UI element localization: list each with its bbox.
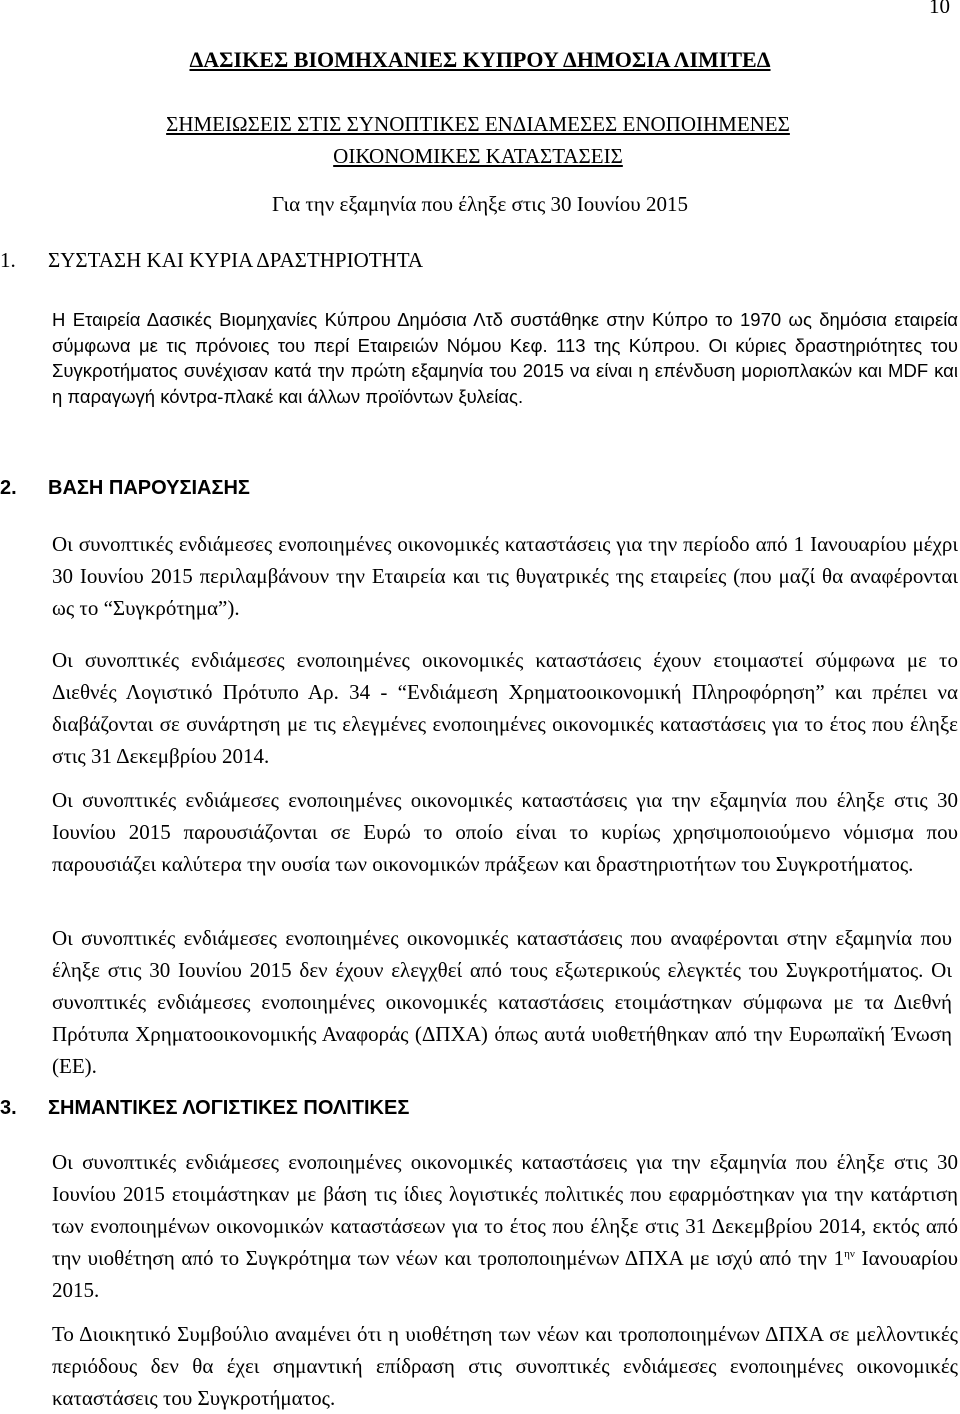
section-2-title: ΒΑΣΗ ΠΑΡΟΥΣΙΑΣΗΣ — [48, 477, 250, 499]
section-2-heading — [0, 477, 250, 500]
reporting-period: Για την εξαμηνία που έληξε στις 30 Ιουνίου 2015 — [272, 192, 688, 216]
section-3-paragraph-1 — [52, 1146, 958, 1306]
page-number: 10 — [929, 0, 950, 18]
section-2-paragraph-1: Οι συνοπτικές ενδιάμεσες ενοποιημένες οικονομικές καταστάσεις για την περίοδο από 1 Ιανουαρίου μέχρι 30 Ιουνίου 2015 περιλαμβάνουν την Εταιρεία και τις θυγατρικές της εταιρείες (που μαζί θα αναφέρονται ως το “Συγκρότημα”). — [52, 532, 958, 620]
section-1-title: ΣΥΣΤΑΣΗ ΚΑΙ ΚΥΡΙΑ ΔΡΑΣΤΗΡΙΟΤΗΤΑ — [48, 248, 424, 272]
section-1-paragraph-1: Η Εταιρεία Δασικές Βιομηχανίες Κύπρου Δημόσια Λτδ συστάθηκε στην Κύπρο το 1970 ως δημόσια εταιρεία σύμφωνα με τις πρόνοιες του περί Εταιρειών Νόμου Κεφ. 113 της Κύπρου. Οι κύριες δραστηριότητες του Συγκροτήματος συνέχισαν κατά την πρώτη εξαμηνία του 2015 να είναι η επένδυση μοριοπλακών και MDF και η παραγωγή κόντρα-πλακέ και άλλων προϊόντων ξυλείας. — [52, 309, 958, 408]
section-1-number: 1. — [0, 248, 16, 272]
section-2-number: 2. — [0, 477, 17, 499]
section-3-title: ΣΗΜΑΝΤΙΚΕΣ ΛΟΓΙΣΤΙΚΕΣ ΠΟΛΙΤΙΚΕΣ — [48, 1097, 410, 1119]
section-2-paragraph-2: Οι συνοπτικές ενδιάμεσες ενοποιημένες οικονομικές καταστάσεις έχουν ετοιμαστεί σύμφωνα με το Διεθνές Λογιστικό Πρότυπο Αρ. 34 - “Ενδιάμεση Χρηματοοικονομική Πληροφόρηση” και πρέπει να διαβάζονται σε συνάρτηση με τις ελεγμένες ενοποιημένες οικονομικές καταστάσεις για το έτος που έληξε στις 31 Δεκεμβρίου 2014. — [52, 648, 958, 768]
section-3-number: 3. — [0, 1097, 17, 1119]
company-name: ΔΑΣΙΚΕΣ ΒΙΟΜΗΧΑΝΙΕΣ ΚΥΠΡΟΥ ΔΗΜΟΣΙΑ ΛΙΜΙΤΕΔ — [189, 47, 771, 72]
section-1-heading — [0, 248, 423, 273]
section-3-heading — [0, 1097, 409, 1120]
section-2-paragraph-4: Οι συνοπτικές ενδιάμεσες ενοποιημένες οικονομικές καταστάσεις που αναφέρονται στην εξαμηνία που έληξε στις 30 Ιουνίου 2015 δεν έχουν ελεγχθεί από τους εξωτερικούς ελεγκτές του Συγκροτήματος. Οι συνοπτικές ενδιάμεσες ενοποιημένες οικονομικές καταστάσεις ετοιμάστηκαν σύμφωνα με τα Διεθνή Πρότυπα Χρηματοοικονομικής Αναφοράς (ΔΠΧΑ) όπως αυτά υιοθετήθηκαν από την Ευρωπαϊκή Ένωση (ΕΕ). — [52, 926, 952, 1078]
section-3-paragraph-2: Το Διοικητικό Συμβούλιο αναμένει ότι η υιοθέτηση των νέων και τροποποιημένων ΔΠΧΑ σε μελλοντικές περιόδους δεν θα έχει σημαντική επίδραση στις συνοπτικές ενδιάμεσες ενοποιημένες οικονομικές καταστάσεις του Συγκροτήματος. — [52, 1322, 958, 1410]
notes-title-line-2: ΟΙΚΟΝΟΜΙΚΕΣ ΚΑΤΑΣΤΑΣΕΙΣ — [333, 144, 623, 168]
section-3-paragraph-1-text: Οι συνοπτικές ενδιάμεσες ενοποιημένες οικονομικές καταστάσεις για την εξαμηνία που έληξε στις 30 Ιουνίου 2015 ετοιμάστηκαν με βάση τις ίδιες λογιστικές πολιτικές που εφαρμόστηκαν για την κατάρτιση των ενοποιημένων οικονομικών καταστάσεων για το έτος που έληξε στις 31 Δεκεμβρίου 2014, εκτός από την υιοθέτηση από το Συγκρότημα των νέων και τροποποιημένων ΔΠΧΑ με ισχύ από την 1 — [52, 1150, 958, 1270]
section-3-paragraph-1-tail: Ιανουαρίου 2015. — [52, 1246, 958, 1302]
section-2-paragraph-3: Οι συνοπτικές ενδιάμεσες ενοποιημένες οικονομικές καταστάσεις για την εξαμηνία που έληξε στις 30 Ιουνίου 2015 παρουσιάζονται σε Ευρώ το οποίο είναι το κυρίως χρησιμοποιούμενο νόμισμα που παρουσιάζει καλύτερα την ουσία των οικονομικών πράξεων και δραστηριοτήτων του Συγκροτήματος. — [52, 788, 958, 876]
notes-title — [0, 108, 956, 172]
superscript-ordinal: ην — [844, 1248, 855, 1260]
notes-title-line-1: ΣΗΜΕΙΩΣΕΙΣ ΣΤΙΣ ΣΥΝΟΠΤΙΚΕΣ ΕΝΔΙΑΜΕΣΕΣ ΕΝΟΠΟΙΗΜΕΝΕΣ — [166, 112, 790, 136]
